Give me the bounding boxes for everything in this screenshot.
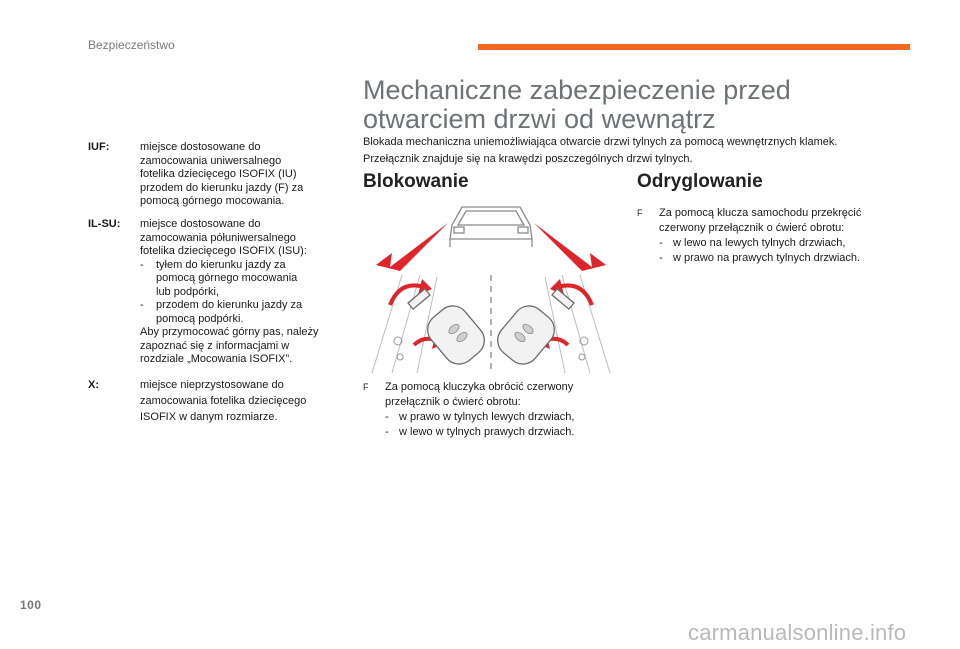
definition-term: IUF: xyxy=(88,141,110,153)
header-accent-bar xyxy=(478,44,910,50)
child-lock-illustration xyxy=(362,195,620,375)
list-item-text: w lewo na lewych tylnych drzwiach, xyxy=(673,237,846,249)
watermark: carmanualsonline.info xyxy=(688,620,907,645)
list-item-text: w prawo na prawych tylnych drzwiach. xyxy=(673,252,861,264)
definition-line: pomocą górnego mocowania. xyxy=(140,195,285,207)
list-item-line: pomocą górnego mocowania xyxy=(156,272,298,284)
instruction-line: czerwony przełącznik o ćwierć obrotu: xyxy=(659,222,845,234)
definition-line: rozdziale „Mocowania ISOFIX”. xyxy=(140,353,293,365)
definition-line: miejsce dostosowane do xyxy=(140,141,261,153)
unlock-heading: Odryglowanie xyxy=(637,171,763,192)
definition-term: IL-SU: xyxy=(88,218,121,230)
bullet-icon: F xyxy=(637,208,643,218)
definition-iuf xyxy=(88,141,348,209)
lock-instructions xyxy=(363,380,613,440)
list-item: - w lewo w tylnych prawych drzwiach. xyxy=(385,426,575,438)
list-item-line: tyłem do kierunku jazdy za xyxy=(156,258,286,271)
car-icon xyxy=(450,207,532,247)
intro-text: Blokada mechaniczna uniemożliwiająca otwarcie drzwi tylnych za pomocą wewnętrznych klamek. xyxy=(363,136,838,148)
definition-line: zamocowania uniwersalnego xyxy=(140,154,282,167)
list-item-line: lub podpórki, xyxy=(156,285,219,298)
definition-line: ISOFIX w danym rozmiarze. xyxy=(140,411,278,423)
list-item: - w lewo na lewych tylnych drzwiach, xyxy=(659,237,846,249)
section-label: Bezpieczeństwo xyxy=(88,38,175,52)
list-item: - w prawo na prawych tylnych drzwiach. xyxy=(659,252,861,264)
definition-line: zapoznać się z informacjami w xyxy=(140,339,290,352)
instruction-line: Za pomocą kluczyka obrócić czerwony xyxy=(385,381,574,393)
list-item: - tyłem do kierunku jazdy za pomocą górnego mocowania lub podpórki, xyxy=(140,259,348,300)
definition-line: fotelika dziecięcego ISOFIX (ISU): xyxy=(140,245,307,257)
lock-heading: Blokowanie xyxy=(363,171,469,192)
definition-line: miejsce nieprzystosowane do xyxy=(140,379,284,391)
page-title-line: otwarciem drzwi od wewnątrz xyxy=(363,104,716,134)
definition-line: Aby przymocować górny pas, należy xyxy=(140,326,319,338)
arrow-icon xyxy=(534,223,606,271)
list-item-text: w lewo w tylnych prawych drzwiach. xyxy=(399,426,575,438)
intro-text: Przełącznik znajduje się na krawędzi poszczególnych drzwi tylnych. xyxy=(363,153,693,165)
unlock-instructions xyxy=(637,206,907,266)
definition-x xyxy=(88,377,348,425)
instruction-line: przełącznik o ćwierć obrotu: xyxy=(385,396,521,408)
definition-line: zamocowania półuniwersalnego xyxy=(140,231,296,244)
definition-line: miejsce dostosowane do xyxy=(140,218,261,230)
list-item-text: w prawo w tylnych lewych drzwiach, xyxy=(399,411,575,423)
page-title-line: Mechaniczne zabezpieczenie przed xyxy=(363,75,791,105)
page-title xyxy=(363,76,883,134)
page-number: 100 xyxy=(20,598,42,612)
bullet-icon: F xyxy=(363,382,369,392)
definition-il-su xyxy=(88,218,348,367)
definition-term: X: xyxy=(88,379,99,391)
definition-line: zamocowania fotelika dziecięcego xyxy=(140,395,307,407)
list-item: - przodem do kierunku jazdy za pomocą podpórki. xyxy=(140,299,348,326)
definition-line: fotelika dziecięcego ISOFIX (IU) xyxy=(140,168,297,180)
list-item: - w prawo w tylnych lewych drzwiach, xyxy=(385,411,575,423)
arrow-icon xyxy=(376,223,448,271)
instruction-line: Za pomocą klucza samochodu przekręcić xyxy=(659,207,862,219)
definition-line: przodem do kierunku jazdy (F) za xyxy=(140,181,304,194)
list-item-line: przodem do kierunku jazdy za xyxy=(156,299,303,311)
list-item-line: pomocą podpórki. xyxy=(156,312,244,325)
